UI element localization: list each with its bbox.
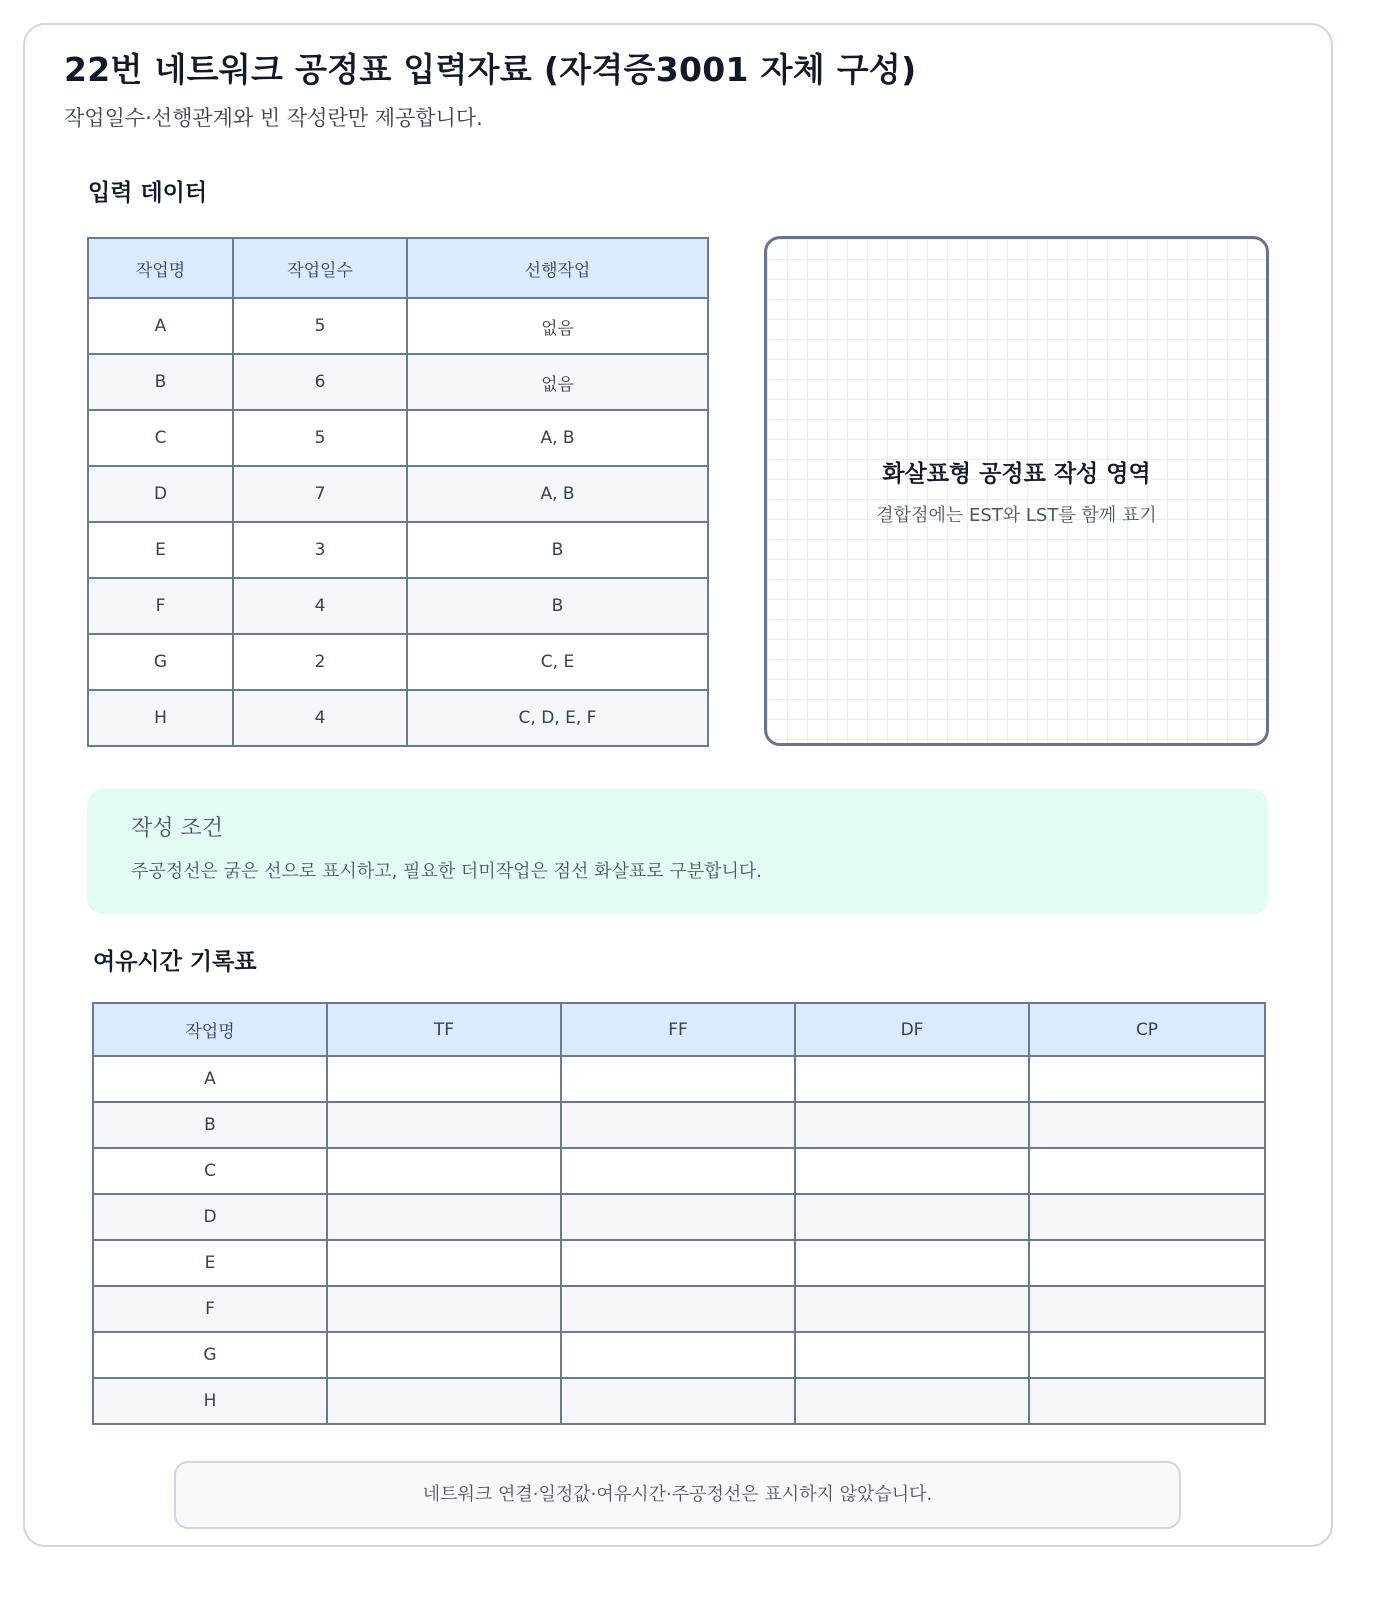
ff-input-cell[interactable]	[561, 1378, 795, 1424]
task-name-cell: C	[88, 410, 233, 466]
input-section-heading: 입력 데이터	[88, 180, 208, 206]
task-name-cell: F	[88, 578, 233, 634]
duration-cell: 5	[233, 298, 407, 354]
duration-cell: 4	[233, 578, 407, 634]
table-row	[88, 522, 708, 578]
df-input-cell[interactable]	[795, 1378, 1029, 1424]
task-name-cell: B	[93, 1102, 327, 1148]
conditions-title: 작성 조건	[131, 816, 224, 841]
tf-input-cell[interactable]	[327, 1102, 561, 1148]
task-name-cell: G	[93, 1332, 327, 1378]
ff-input-cell[interactable]	[561, 1194, 795, 1240]
task-name-cell: E	[93, 1240, 327, 1286]
slack-record-table	[92, 1002, 1266, 1425]
df-input-cell[interactable]	[795, 1240, 1029, 1286]
table-row	[93, 1102, 1265, 1148]
cp-input-cell[interactable]	[1029, 1332, 1265, 1378]
tf-input-cell[interactable]	[327, 1286, 561, 1332]
predecessor-cell: B	[407, 522, 708, 578]
df-input-cell[interactable]	[795, 1286, 1029, 1332]
predecessor-cell: A, B	[407, 410, 708, 466]
task-name-cell: A	[93, 1056, 327, 1102]
predecessor-cell: 없음	[407, 354, 708, 410]
table-row	[93, 1240, 1265, 1286]
column-header: 작업명	[88, 238, 233, 298]
duration-cell: 6	[233, 354, 407, 410]
df-input-cell[interactable]	[795, 1194, 1029, 1240]
task-name-cell: C	[93, 1148, 327, 1194]
table-row	[93, 1148, 1265, 1194]
table-header-row	[93, 1003, 1265, 1056]
input-data-table	[87, 237, 709, 747]
predecessor-cell: B	[407, 578, 708, 634]
predecessor-cell: C, D, E, F	[407, 690, 708, 746]
tf-input-cell[interactable]	[327, 1378, 561, 1424]
cp-input-cell[interactable]	[1029, 1056, 1265, 1102]
table-row	[88, 298, 708, 354]
task-name-cell: H	[88, 690, 233, 746]
cp-input-cell[interactable]	[1029, 1194, 1265, 1240]
ff-input-cell[interactable]	[561, 1332, 795, 1378]
cp-input-cell[interactable]	[1029, 1240, 1265, 1286]
slack-section-heading: 여유시간 기록표	[93, 949, 257, 975]
cp-input-cell[interactable]	[1029, 1148, 1265, 1194]
drawing-area-note: 결합점에는 EST와 LST를 함께 표기	[876, 505, 1157, 526]
tf-input-cell[interactable]	[327, 1240, 561, 1286]
table-row	[93, 1332, 1265, 1378]
task-name-cell: B	[88, 354, 233, 410]
duration-cell: 5	[233, 410, 407, 466]
table-row	[93, 1286, 1265, 1332]
duration-cell: 2	[233, 634, 407, 690]
table-row	[93, 1378, 1265, 1424]
table-row	[88, 634, 708, 690]
tf-input-cell[interactable]	[327, 1056, 561, 1102]
table-row	[88, 466, 708, 522]
column-header: 선행작업	[407, 238, 708, 298]
drawing-area-title: 화살표형 공정표 작성 영역	[882, 461, 1151, 487]
table-row	[88, 410, 708, 466]
ff-input-cell[interactable]	[561, 1148, 795, 1194]
predecessor-cell: C, E	[407, 634, 708, 690]
ff-input-cell[interactable]	[561, 1286, 795, 1332]
table-row	[88, 578, 708, 634]
ff-input-cell[interactable]	[561, 1102, 795, 1148]
table-row	[93, 1194, 1265, 1240]
tf-input-cell[interactable]	[327, 1332, 561, 1378]
duration-cell: 4	[233, 690, 407, 746]
conditions-text: 주공정선은 굵은 선으로 표시하고, 필요한 더미작업은 점선 화살표로 구분합니다.	[131, 861, 763, 882]
predecessor-cell: 없음	[407, 298, 708, 354]
table-row	[93, 1056, 1265, 1102]
ff-input-cell[interactable]	[561, 1056, 795, 1102]
arrow-diagram-drawing-area[interactable]	[764, 236, 1269, 746]
task-name-cell: G	[88, 634, 233, 690]
task-name-cell: F	[93, 1286, 327, 1332]
tf-input-cell[interactable]	[327, 1148, 561, 1194]
page-title: 22번 네트워크 공정표 입력자료 (자격증3001 자체 구성)	[64, 50, 917, 89]
df-input-cell[interactable]	[795, 1332, 1029, 1378]
cp-input-cell[interactable]	[1029, 1102, 1265, 1148]
tf-input-cell[interactable]	[327, 1194, 561, 1240]
task-name-cell: D	[93, 1194, 327, 1240]
column-header: DF	[795, 1003, 1029, 1056]
duration-cell: 7	[233, 466, 407, 522]
column-header: CP	[1029, 1003, 1265, 1056]
column-header: FF	[561, 1003, 795, 1056]
task-name-cell: E	[88, 522, 233, 578]
ff-input-cell[interactable]	[561, 1240, 795, 1286]
df-input-cell[interactable]	[795, 1148, 1029, 1194]
table-header-row	[88, 238, 708, 298]
page-subtitle: 작업일수·선행관계와 빈 작성란만 제공합니다.	[64, 106, 483, 130]
task-name-cell: A	[88, 298, 233, 354]
cp-input-cell[interactable]	[1029, 1286, 1265, 1332]
conditions-box	[87, 789, 1268, 914]
column-header: 작업일수	[233, 238, 407, 298]
task-name-cell: H	[93, 1378, 327, 1424]
predecessor-cell: A, B	[407, 466, 708, 522]
duration-cell: 3	[233, 522, 407, 578]
footer-note: 네트워크 연결·일정값·여유시간·주공정선은 표시하지 않았습니다.	[174, 1461, 1181, 1529]
table-row	[88, 690, 708, 746]
df-input-cell[interactable]	[795, 1056, 1029, 1102]
df-input-cell[interactable]	[795, 1102, 1029, 1148]
table-row	[88, 354, 708, 410]
column-header: TF	[327, 1003, 561, 1056]
cp-input-cell[interactable]	[1029, 1378, 1265, 1424]
task-name-cell: D	[88, 466, 233, 522]
column-header: 작업명	[93, 1003, 327, 1056]
